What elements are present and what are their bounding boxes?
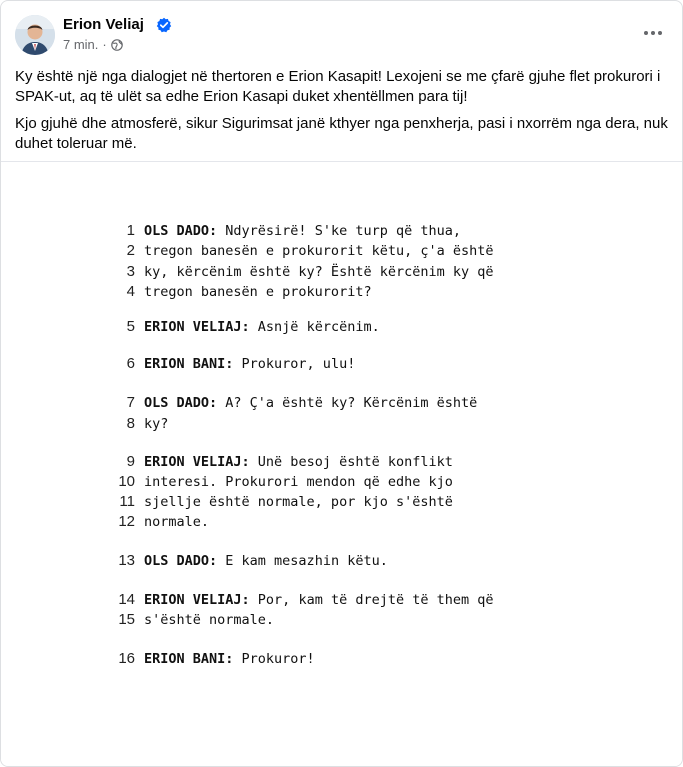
- speaker-name: OLS DADO:: [144, 223, 218, 239]
- line-text: [144, 453, 453, 471]
- meta-separator: ·: [102, 37, 107, 52]
- post-paragraph-2: Kjo gjuhë dhe atmosferë, sikur Sigurimsat janë kthyer nga penxherja, pasi i nxorrëm nga dera, nuk duhet toleruar më.: [15, 115, 668, 152]
- spoken-text: ky, kërcënim është ky? Është kërcënim ky që: [144, 264, 494, 280]
- more-options-icon[interactable]: [639, 23, 667, 43]
- dot: [651, 31, 655, 35]
- line-text: [144, 611, 274, 629]
- line-number: 8: [126, 415, 135, 432]
- spoken-text: Prokuror, ulu!: [233, 356, 356, 372]
- speaker-name: ERION VELIAJ:: [144, 454, 250, 470]
- spoken-text: Prokuror!: [233, 651, 315, 667]
- spoken-text: Asnjë kërcënim.: [249, 319, 380, 335]
- line-text: [144, 283, 372, 301]
- author-name[interactable]: Erion Veliaj: [63, 16, 144, 33]
- line-text: [144, 263, 494, 281]
- speaker-name: ERION VELIAJ:: [144, 592, 250, 608]
- line-text: [144, 222, 461, 240]
- line-number: 15: [118, 611, 135, 628]
- spoken-text: interesi. Prokurori mendon që edhe kjo: [144, 474, 453, 490]
- line-number: 6: [126, 355, 135, 372]
- line-text: [144, 650, 315, 668]
- post-time[interactable]: 7 min.: [63, 37, 99, 52]
- spoken-text: E kam mesazhin këtu.: [217, 553, 388, 569]
- speaker-name: ERION VELIAJ:: [144, 319, 250, 335]
- line-number: 2: [126, 242, 135, 259]
- spoken-text: normale.: [144, 514, 210, 530]
- dot: [658, 31, 662, 35]
- line-number: 1: [126, 222, 135, 239]
- line-number: 5: [126, 318, 135, 335]
- line-number: 3: [126, 263, 135, 280]
- line-text: [144, 513, 209, 531]
- spoken-text: Por, kam të drejtë të them që: [249, 592, 494, 608]
- verified-badge-icon: [156, 17, 172, 33]
- line-text: [144, 415, 168, 433]
- spoken-text: Ndyrësirë! S'ke turp që thua,: [217, 223, 461, 239]
- speaker-name: ERION BANI:: [144, 651, 234, 667]
- line-number: 7: [126, 394, 135, 411]
- speaker-name: ERION BANI:: [144, 356, 234, 372]
- spoken-text: tregon banesën e prokurorit?: [144, 284, 372, 300]
- line-number: 9: [126, 453, 135, 470]
- line-text: [144, 473, 453, 491]
- spoken-text: A? Ç'a është ky? Kërcënim është: [217, 395, 478, 411]
- line-text: [144, 394, 477, 412]
- line-number: 10: [118, 473, 135, 490]
- line-number: 13: [118, 552, 135, 569]
- line-number: 4: [126, 283, 135, 300]
- spoken-text: s'është normale.: [144, 612, 275, 628]
- line-text: [144, 552, 388, 570]
- line-text: [144, 591, 494, 609]
- author-avatar[interactable]: [15, 15, 55, 55]
- line-text: [144, 318, 380, 336]
- spoken-text: tregon banesën e prokurorit këtu, ç'a është: [144, 243, 494, 259]
- transcript-image[interactable]: [1, 162, 683, 767]
- speaker-name: OLS DADO:: [144, 395, 218, 411]
- line-number: 12: [118, 513, 135, 530]
- post-header: [1, 1, 683, 61]
- line-text: [144, 493, 453, 511]
- spoken-text: Unë besoj është konflikt: [249, 454, 453, 470]
- line-number: 11: [119, 493, 135, 510]
- dot: [644, 31, 648, 35]
- globe-icon[interactable]: [111, 39, 123, 51]
- post-paragraph-1: Ky është një nga dialogjet në thertoren e Erion Kasapit! Lexojeni se me çfarë gjuhe flet prokurori i SPAK-ut, aq të ulët sa edhe Erion Kasapi duket xhentëllmen para tij!: [15, 68, 661, 105]
- speaker-name: OLS DADO:: [144, 553, 218, 569]
- spoken-text: ky?: [144, 416, 169, 432]
- line-number: 14: [118, 591, 135, 608]
- line-text: [144, 355, 355, 373]
- line-number: 16: [118, 650, 135, 667]
- line-text: [144, 242, 494, 260]
- avatar-image: [15, 15, 55, 55]
- spoken-text: sjellje është normale, por kjo s'është: [144, 494, 453, 510]
- post-meta: [63, 37, 123, 53]
